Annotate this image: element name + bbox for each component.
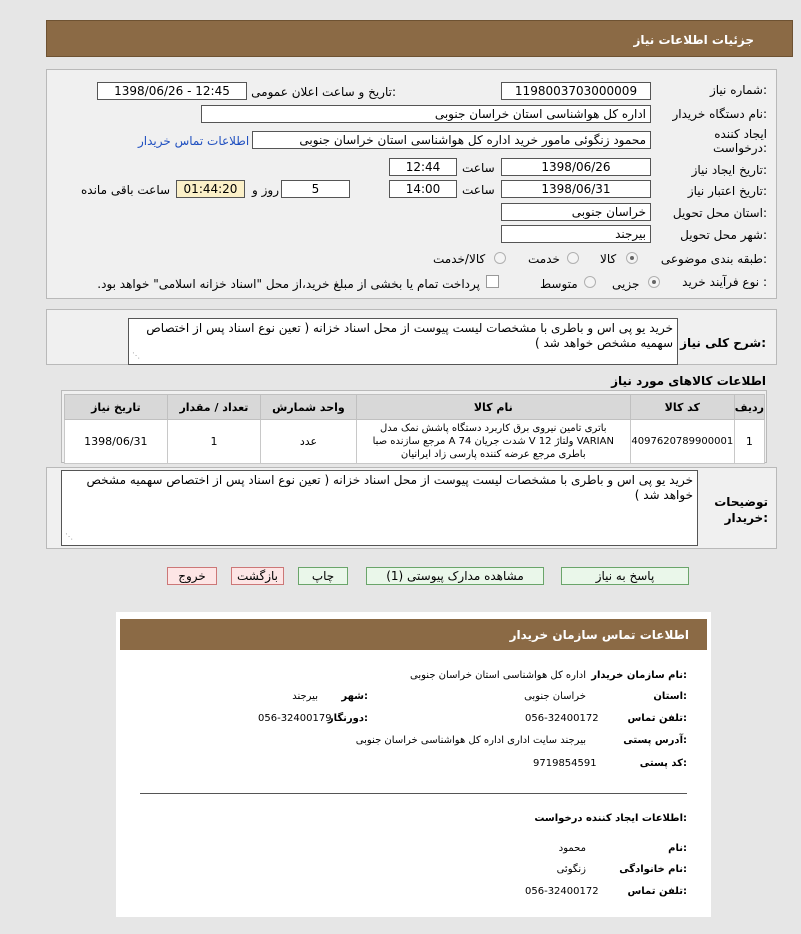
contact-org-label: نام سازمان خریدار: (591, 670, 687, 681)
description-text: خرید یو پی اس و باطری با مشخصات لیست پیوست از محل اسناد خزانه ( تعین نوع اسناد پس از اختصاص سهمیه مشخص خواهد شد ) (146, 321, 673, 350)
col-code: کد کالا (630, 395, 734, 420)
contact-city-label: شهر: (341, 691, 368, 702)
category-radio-goods[interactable] (626, 252, 638, 264)
contact-province-value: خراسان جنوبی (524, 691, 586, 702)
contact-phone-value: 056-32400172 (525, 713, 599, 724)
created-time-field: 12:44 (389, 158, 457, 176)
creator-family-label: نام خانوادگی: (619, 864, 687, 875)
creator-info-title: اطلاعات ایجاد کننده درخواست: (534, 813, 687, 824)
contact-phone-label: تلفن تماس: (627, 713, 687, 724)
description-textarea[interactable] (128, 318, 678, 365)
creator-label-2: درخواست: (713, 141, 767, 155)
created-time-label: ساعت (462, 161, 495, 175)
category-option-goods: کالا (600, 252, 617, 266)
cell-row: 1 (734, 420, 764, 464)
valid-time-field: 14:00 (389, 180, 457, 198)
valid-date-field: 1398/06/31 (501, 180, 651, 198)
buyer-org-label: نام دستگاه خریدار: (672, 107, 767, 121)
contact-postal-value: 9719854591 (533, 758, 597, 769)
buyer-notes-label-1: توضیحات (714, 495, 768, 509)
contact-city-value: بیرجند (292, 691, 318, 702)
category-label: طبقه بندی موضوعی: (660, 252, 767, 266)
days-label: روز و (252, 183, 279, 197)
reply-button[interactable]: پاسخ به نیاز (561, 567, 689, 585)
col-row: ردیف (734, 395, 764, 420)
resize-grip-icon[interactable]: ⋰ (65, 532, 73, 541)
description-label: شرح کلی نیاز: (680, 336, 766, 350)
resize-grip-icon[interactable]: ⋰ (132, 351, 140, 360)
cell-qty: 1 (167, 420, 260, 464)
announce-field: 1398/06/26 - 12:45 (97, 82, 247, 100)
col-qty: تعداد / مقدار (167, 395, 260, 420)
items-section-title: اطلاعات کالاهای مورد نیاز (611, 374, 766, 388)
city-label: شهر محل تحویل: (680, 228, 767, 242)
valid-time-label: ساعت (462, 183, 495, 197)
category-option-service: خدمت (528, 252, 560, 266)
items-table (64, 394, 765, 464)
payment-checkbox[interactable] (486, 275, 499, 288)
contact-card-title: اطلاعات تماس سازمان خریدار (509, 628, 689, 642)
cell-code: 4097620789900001 (630, 420, 734, 464)
contact-address-label: آدرس پستی: (623, 735, 687, 746)
col-unit: واحد شمارش (261, 395, 357, 420)
category-option-both: کالا/خدمت (433, 252, 486, 266)
creator-name-value: محمود (558, 843, 586, 854)
contact-divider (140, 793, 687, 794)
days-field: 5 (281, 180, 350, 198)
creator-name-label: نام: (668, 843, 687, 854)
category-radio-service[interactable] (567, 252, 579, 264)
category-radio-both[interactable] (494, 252, 506, 264)
announce-label: تاریخ و ساعت اعلان عمومی: (251, 85, 396, 99)
exit-button[interactable]: خروج (167, 567, 217, 585)
created-date-field: 1398/06/26 (501, 158, 651, 176)
contact-postal-label: کد پستی: (639, 758, 687, 769)
buyer-contact-link[interactable]: اطلاعات تماس خریدار (138, 134, 250, 148)
table-row (65, 420, 765, 464)
contact-org-value: اداره کل هواشناسی استان خراسان جنوبی (410, 670, 586, 681)
created-date-label: تاریخ ایجاد نیاز: (691, 163, 767, 177)
back-button[interactable]: بازگشت (231, 567, 284, 585)
col-name: نام کالا (356, 395, 630, 420)
buyer-org-field: اداره کل هواشناسی استان خراسان جنوبی (201, 105, 651, 123)
page-title: جزئیات اطلاعات نیاز (633, 33, 754, 47)
process-label: نوع فرآیند خرید : (682, 275, 767, 289)
contact-card-header (120, 619, 707, 650)
creator-phone-label: تلفن تماس: (627, 886, 687, 897)
cell-unit: عدد (261, 420, 357, 464)
page-header (46, 20, 793, 57)
payment-text: پرداخت تمام یا بخشی از مبلغ خرید،از محل "اسناد خزانه اسلامی" خواهد بود. (97, 277, 480, 291)
valid-date-label: تاریخ اعتبار نیاز: (687, 184, 767, 198)
cell-name: باتری تامین نیروی برق کاربرد دستگاه پاشش نمک مدل VARIAN ولتاژ 12 V شدت جریان 74 A مرجع سازنده صبا باطری مرجع عرضه کننده پارسی زاد ایرانیان (356, 420, 630, 464)
need-number-field: 1198003703000009 (501, 82, 651, 100)
contact-address-value: بیرجند سایت اداری اداره کل هواشناسی خراسان جنوبی (355, 735, 586, 746)
contact-fax-value: 056-32400179 (258, 713, 332, 724)
process-option-medium: متوسط (540, 277, 578, 291)
province-label: استان محل تحویل: (672, 206, 767, 220)
province-field: خراسان جنوبی (501, 203, 651, 221)
remaining-time-field: 01:44:20 (176, 180, 245, 198)
need-number-label: شماره نیاز: (709, 83, 767, 97)
remaining-label: ساعت باقی مانده (81, 183, 171, 197)
creator-label-1: ایجاد کننده (714, 127, 767, 141)
buyer-notes-text: خرید یو پی اس و باطری با مشخصات لیست پیوست از محل اسناد خزانه ( تعین نوع اسناد پس از اختصاص سهمیه مشخص خواهد شد ) (86, 473, 693, 502)
creator-phone-value: 056-32400172 (525, 886, 599, 897)
buyer-notes-label-2: خریدار: (724, 511, 768, 525)
creator-family-value: زنگوئی (556, 864, 586, 875)
process-radio-minor[interactable] (648, 276, 660, 288)
col-date: تاریخ نیاز (65, 395, 168, 420)
process-option-minor: جزیی (612, 277, 640, 291)
contact-province-label: استان: (653, 691, 687, 702)
city-field: بیرجند (501, 225, 651, 243)
creator-field: محمود زنگوئی مامور خرید اداره کل هواشناسی استان خراسان جنوبی (252, 131, 651, 149)
view-documents-button[interactable]: مشاهده مدارک پیوستی (1) (366, 567, 544, 585)
process-radio-medium[interactable] (584, 276, 596, 288)
buyer-notes-textarea[interactable] (61, 470, 698, 546)
print-button[interactable]: چاپ (298, 567, 348, 585)
contact-fax-label: دورنگار: (327, 713, 368, 724)
cell-date: 1398/06/31 (65, 420, 168, 464)
